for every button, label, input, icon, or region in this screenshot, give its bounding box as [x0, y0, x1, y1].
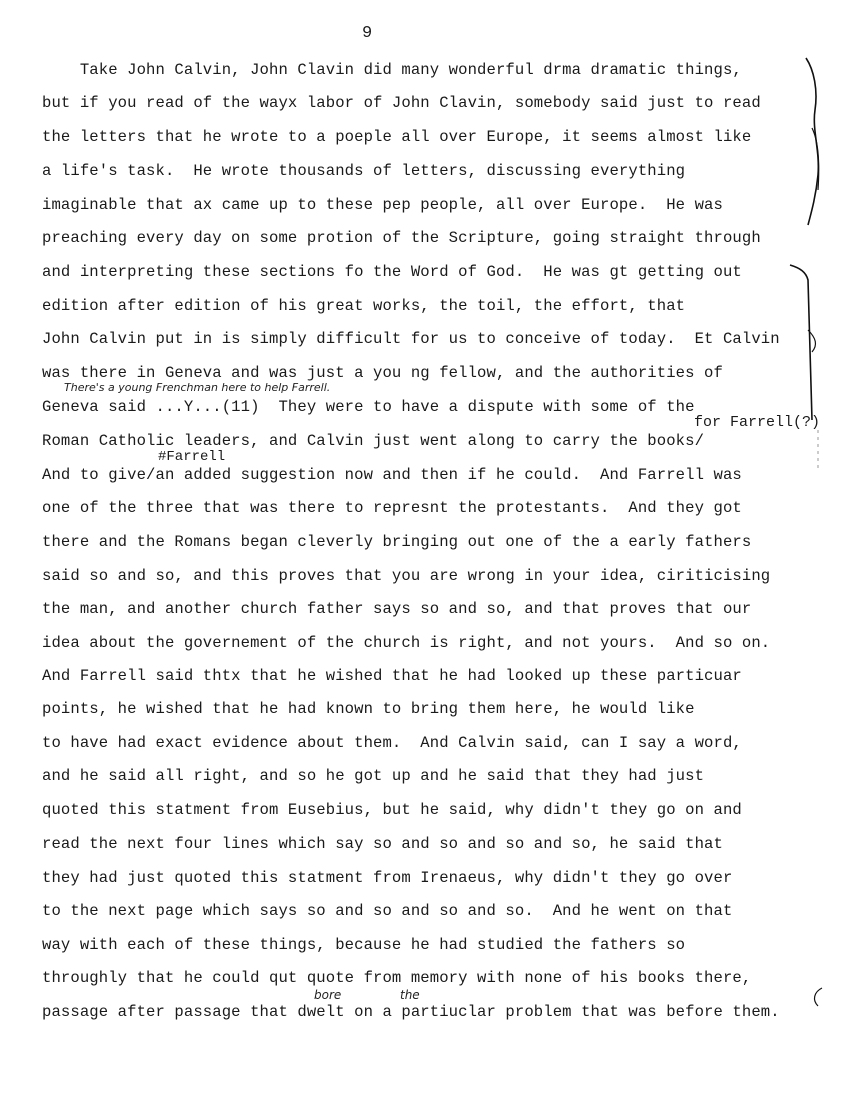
text-line-23: quoted this statment from Eusebius, but he said, why didn't they go on and — [42, 801, 742, 819]
text-line-12: Roman Catholic leaders, and Calvin just went along to carry the books/ — [42, 432, 705, 450]
text-line-24: read the next four lines which say so and so and so and so, he said that — [42, 835, 723, 853]
text-line-3: the letters that he wrote to a poeple all over Europe, it seems almost like — [42, 128, 752, 146]
handwritten-the: the — [400, 988, 420, 1002]
text-line-20: points, he wished that he had known to bring them here, he would like — [42, 700, 695, 718]
text-line-25: they had just quoted this statment from Irenaeus, why didn't they go over — [42, 869, 733, 887]
margin-bracket-lower-hook — [808, 330, 815, 352]
text-line-21: to have had exact evidence about them. And Calvin said, can I say a word, — [42, 734, 742, 752]
text-line-17: the man, and another church father says so and so, and that proves that our — [42, 600, 752, 618]
text-line-28: throughly that he could qut quote from memory with none of his books there, — [42, 969, 752, 987]
margin-bracket-lower — [790, 265, 812, 420]
text-line-10: was there in Geneva and was just a you ng fellow, and the authorities of — [42, 364, 723, 382]
margin-bracket-upper-inner — [812, 128, 819, 190]
text-line-29: passage after passage that dwelt on a partiuclar problem that was before them. — [42, 1003, 780, 1021]
text-line-5: imaginable that ax came up to these pep people, all over Europe. He was — [42, 196, 723, 214]
text-line-16: said so and so, and this proves that you are wrong in your idea, ciriticising — [42, 567, 771, 585]
page-number: 9 — [362, 24, 373, 43]
text-line-6: preaching every day on some protion of the Scripture, going straight through — [42, 229, 761, 247]
margin-bracket-upper — [806, 58, 818, 225]
text-line-14: one of the three that was there to represnt the protestants. And they got — [42, 499, 742, 517]
text-line-7: and interpreting these sections fo the Word of God. He was gt getting out — [42, 263, 742, 281]
text-line-18: idea about the governement of the church is right, and not yours. And so on. — [42, 634, 771, 652]
text-line-27: way with each of these things, because he had studied the fathers so — [42, 936, 686, 954]
typed-insert-farrell-under: #Farrell — [158, 449, 226, 465]
text-line-4: a life's task. He wrote thousands of letters, discussing everything — [42, 162, 686, 180]
text-line-26: to the next page which says so and so and so and so. And he went on that — [42, 902, 733, 920]
text-line-13: And to give/an added suggestion now and then if he could. And Farrell was — [42, 466, 742, 484]
text-line-8: edition after edition of his great works, the toil, the effort, that — [42, 297, 686, 315]
typed-insert-farrell-right: for Farrell(?) — [694, 414, 821, 431]
text-line-22: and he said all right, and so he got up and he said that they had just — [42, 767, 705, 785]
text-line-9: John Calvin put in is simply difficult for us to conceive of today. Et Calvin — [42, 330, 780, 348]
text-line-11: Geneva said ...Y...(11) They were to have a dispute with some of the — [42, 398, 695, 416]
margin-mark-bottom — [815, 988, 822, 1006]
handwritten-bore: bore — [314, 988, 342, 1002]
text-line-19: And Farrell said thtx that he wished that he had looked up these particuar — [42, 667, 742, 685]
handwritten-insert-geneva: There's a young Frenchman here to help Farrell. — [64, 381, 331, 394]
text-line-2: but if you read of the wayx labor of John Clavin, somebody said just to read — [42, 94, 761, 112]
text-line-1: Take John Calvin, John Clavin did many wonderful drma dramatic things, — [42, 61, 742, 79]
text-line-15: there and the Romans began cleverly bringing out one of the a early fathers — [42, 533, 752, 551]
